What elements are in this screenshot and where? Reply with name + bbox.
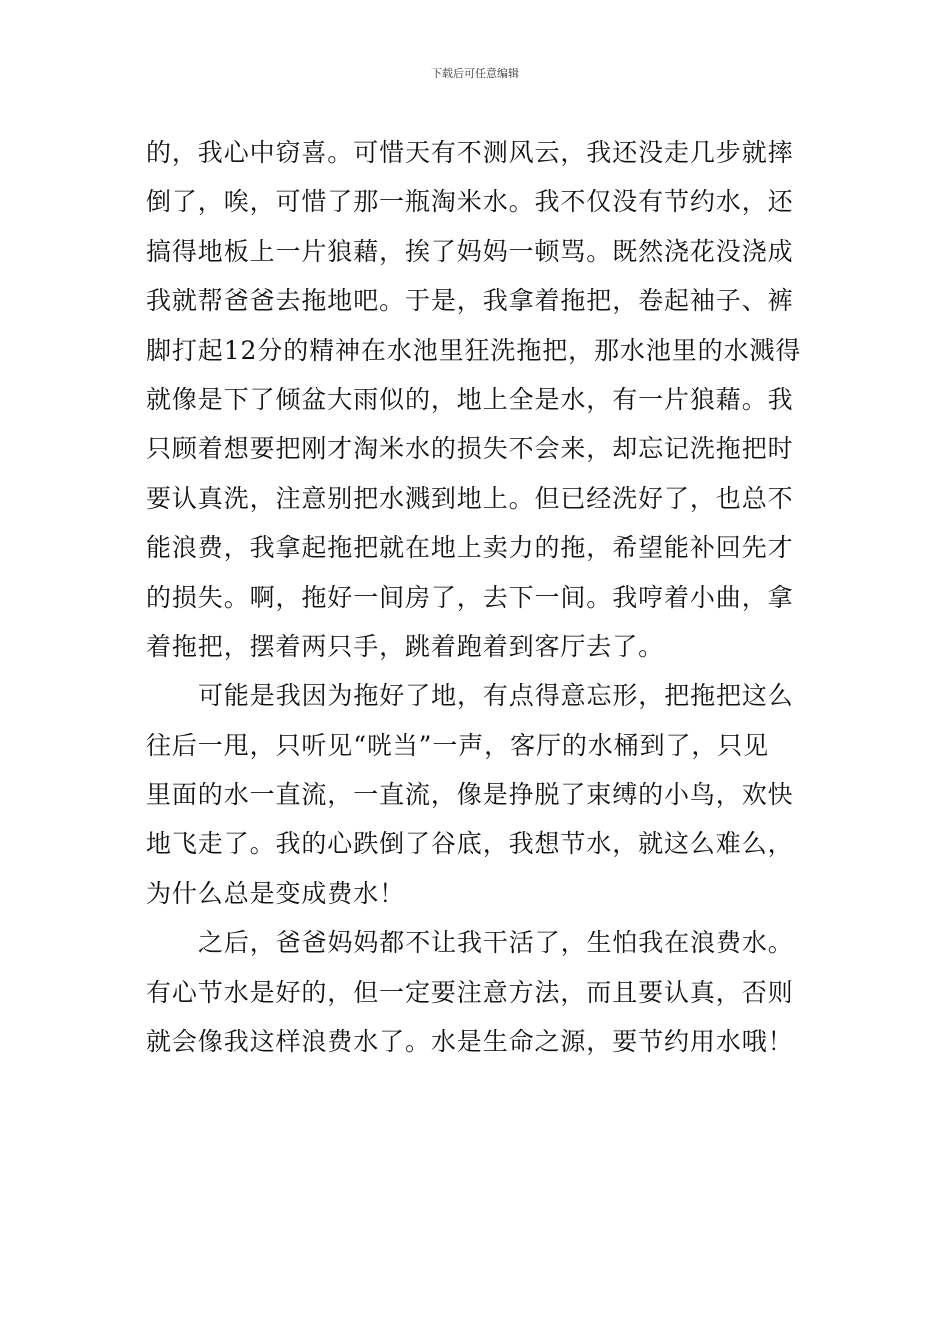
text-line: 为什么总是变成费水！ bbox=[146, 878, 406, 908]
text-line: 的，我心中窃喜。可惜天有不测风云，我还没走几步就摔 bbox=[146, 138, 794, 167]
paragraph bbox=[146, 918, 810, 1066]
text-line: 地飞走了。我的心跌倒了谷底，我想节水，就这么难么， bbox=[146, 829, 794, 859]
text-line: 之后，爸爸妈妈都不让我干活了，生怕我在浪费水。 bbox=[198, 928, 794, 958]
text-line: 我就帮爸爸去拖地吧。于是，我拿着拖把，卷起袖子、裤 bbox=[146, 286, 794, 316]
text-line: 搞得地板上一片狼藉，挨了妈妈一顿骂。既然浇花没浇成 bbox=[146, 236, 794, 266]
text-line: 往后一甩，只听见“咣当”一声，客厅的水桶到了，只见 bbox=[146, 730, 770, 760]
text-line: 脚打起12分的精神在水池里狂洗拖把，那水池里的水溅得 bbox=[146, 335, 802, 365]
text-line: 就像是下了倾盆大雨似的，地上全是水，有一片狼藉。我 bbox=[146, 384, 794, 414]
text-line: 可能是我因为拖好了地，有点得意忘形，把拖把这么 bbox=[198, 681, 794, 711]
text-line: 的损失。啊，拖好一间房了，去下一间。我哼着小曲，拿 bbox=[146, 582, 794, 612]
paragraph bbox=[146, 128, 810, 671]
paragraph bbox=[146, 671, 810, 918]
text-line: 倒了，唉，可惜了那一瓶淘米水。我不仅没有节约水，还 bbox=[146, 187, 794, 217]
text-line: 只顾着想要把刚才淘米水的损失不会来，却忘记洗拖把时 bbox=[146, 434, 794, 464]
text-line: 就会像我这样浪费水了。水是生命之源，要节约用水哦！ bbox=[146, 1027, 794, 1057]
document-body bbox=[146, 128, 810, 1066]
text-line: 着拖把，摆着两只手，跳着跑着到客厅去了。 bbox=[146, 631, 665, 661]
text-line: 里面的水一直流，一直流，像是挣脱了束缚的小鸟，欢快 bbox=[146, 780, 794, 810]
page-header: 下载后可任意编辑 bbox=[431, 67, 519, 80]
text-line: 要认真洗，注意别把水溅到地上。但已经洗好了，也总不 bbox=[146, 483, 794, 513]
text-line: 有心节水是好的，但一定要注意方法，而且要认真，否则 bbox=[146, 977, 794, 1007]
text-line: 能浪费，我拿起拖把就在地上卖力的拖，希望能补回先才 bbox=[146, 533, 794, 563]
